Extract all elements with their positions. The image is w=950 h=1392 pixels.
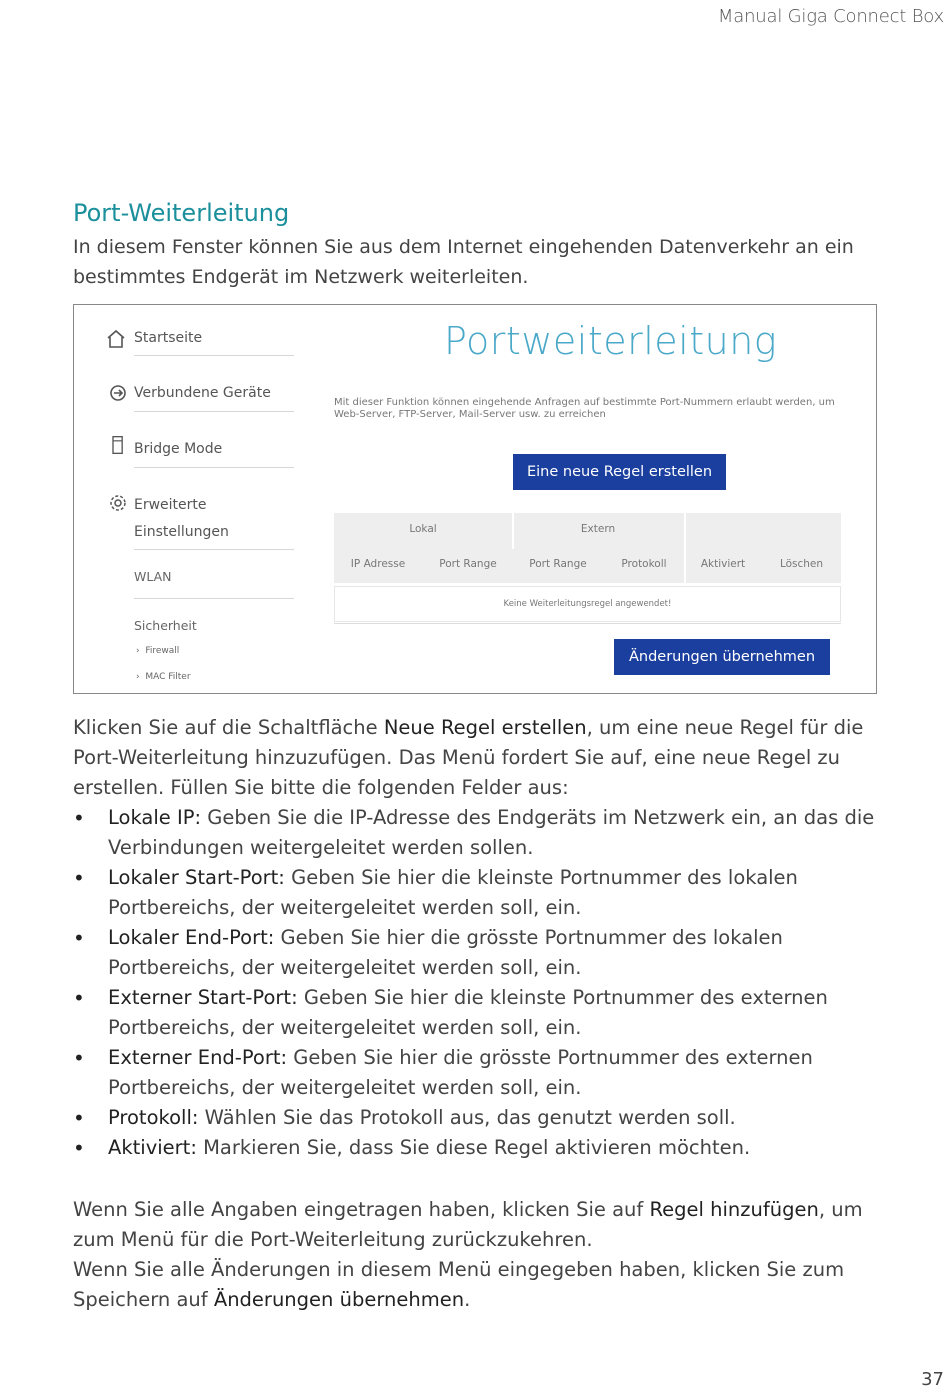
nav-item-advanced-line2[interactable]: Einstellungen [134, 524, 229, 540]
list-item: • Externer Start-Port: Geben Sie hier die kleinste Portnummer des externen Portbereichs, der weitergeleitet werden soll, ein. [73, 983, 883, 1043]
screenshot-page-title: Portweiterleitung [444, 319, 778, 363]
column-header-extern-port-range: Port Range [529, 558, 587, 570]
nav-item-security[interactable]: Sicherheit [134, 618, 197, 633]
column-header-ip-address: IP Adresse [350, 558, 406, 570]
closing-paragraph-1: Wenn Sie alle Angaben eingetragen haben, klicken Sie auf Regel hinzufügen, um zum Menü für die Port-Weiterleitung zurückzukehren. [73, 1198, 863, 1251]
column-group-local: Lokal [409, 523, 437, 535]
nav-divider [134, 467, 294, 468]
term-new-rule: Neue Regel erstellen [383, 716, 587, 739]
nav-item-firewall[interactable]: › Firewall [136, 646, 180, 656]
divider [334, 623, 841, 624]
closing-paragraph-2: Wenn Sie alle Änderungen in diesem Menü eingegeben haben, klicken Sie zum Speichern auf Änderungen übernehmen. [73, 1258, 845, 1311]
apply-changes-button[interactable]: Änderungen übernehmen [614, 639, 830, 675]
chevron-right-icon: › [136, 672, 146, 682]
column-header-protocol: Protokoll [621, 558, 667, 570]
list-item: • Protokoll: Wählen Sie das Protokoll aus, das genutzt werden soll. [73, 1103, 883, 1133]
table-header [334, 513, 841, 583]
term-add-rule: Regel hinzufügen [649, 1198, 819, 1221]
nav-item-devices[interactable]: Verbundene Geräte [134, 385, 271, 401]
bridge-mode-icon [108, 435, 128, 455]
screenshot-description: Mit dieser Funktion können eingehende Anfragen auf bestimmte Port-Nummern erlaubt werden, um Web-Server, FTP-Server, Mail-Server usw. zu erreichen [334, 397, 835, 420]
list-item: • Lokaler Start-Port: Geben Sie hier die kleinste Portnummer des lokalen Portbereichs, der weitergeleitet werden soll, ein. [73, 863, 883, 923]
new-rule-button[interactable]: Eine neue Regel erstellen [513, 454, 726, 490]
list-item: • Lokaler End-Port: Geben Sie hier die grösste Portnummer des lokalen Portbereichs, der weitergeleitet werden soll, ein. [73, 923, 883, 983]
router-ui-screenshot [73, 304, 877, 694]
nav-divider [134, 549, 294, 550]
list-item: • Lokale IP: Geben Sie die IP-Adresse des Endgeräts im Netzwerk ein, an das die Verbindungen weitergeleitet werden sollen. [73, 803, 883, 863]
gear-icon [108, 493, 128, 513]
nav-item-wlan[interactable]: WLAN [134, 569, 172, 584]
chevron-right-icon: › [136, 646, 146, 656]
list-item: • Externer End-Port: Geben Sie hier die grösste Portnummer des externen Portbereichs, der weitergeleitet werden soll, ein. [73, 1043, 883, 1103]
home-icon [106, 329, 126, 349]
nav-item-advanced-line1[interactable]: Erweiterte [134, 497, 207, 513]
column-header-delete: Löschen [779, 558, 824, 570]
nav-item-home[interactable]: Startseite [134, 330, 203, 346]
nav-item-mac-filter[interactable]: › MAC Filter [136, 672, 191, 682]
column-group-extern: Extern [580, 523, 616, 535]
document-header-title: Manual Giga Connect Box [717, 6, 944, 27]
nav-divider [134, 355, 294, 356]
page-number: 37 [921, 1369, 944, 1390]
term-apply-changes: Änderungen übernehmen [213, 1288, 465, 1311]
list-item: • Aktiviert: Markieren Sie, dass Sie diese Regel aktivieren möchten. [73, 1133, 883, 1163]
field-description-list [73, 803, 883, 1163]
devices-icon [108, 383, 128, 403]
intro-paragraph: In diesem Fenster können Sie aus dem Internet eingehenden Datenverkehr an ein bestimmtes Endgerät im Netzwerk weiterleiten. [73, 236, 854, 288]
nav-divider [134, 411, 294, 412]
section-title: Port-Weiterleitung [73, 199, 290, 227]
table-empty-message: Keine Weiterleitungsregel angewendet! [334, 586, 841, 622]
column-header-local-port-range: Port Range [439, 558, 497, 570]
instructions-paragraph: Klicken Sie auf die Schaltfläche Neue Regel erstellen, um eine neue Regel für die Port-Weiterleitung hinzuzufügen. Das Menü fordert Sie auf, eine neue Regel zu erstellen. Füllen Sie bitte die folgenden Felder aus: [73, 716, 864, 799]
nav-item-bridge-mode[interactable]: Bridge Mode [134, 441, 223, 457]
nav-divider [134, 598, 294, 599]
column-header-activated: Aktiviert [700, 558, 746, 570]
